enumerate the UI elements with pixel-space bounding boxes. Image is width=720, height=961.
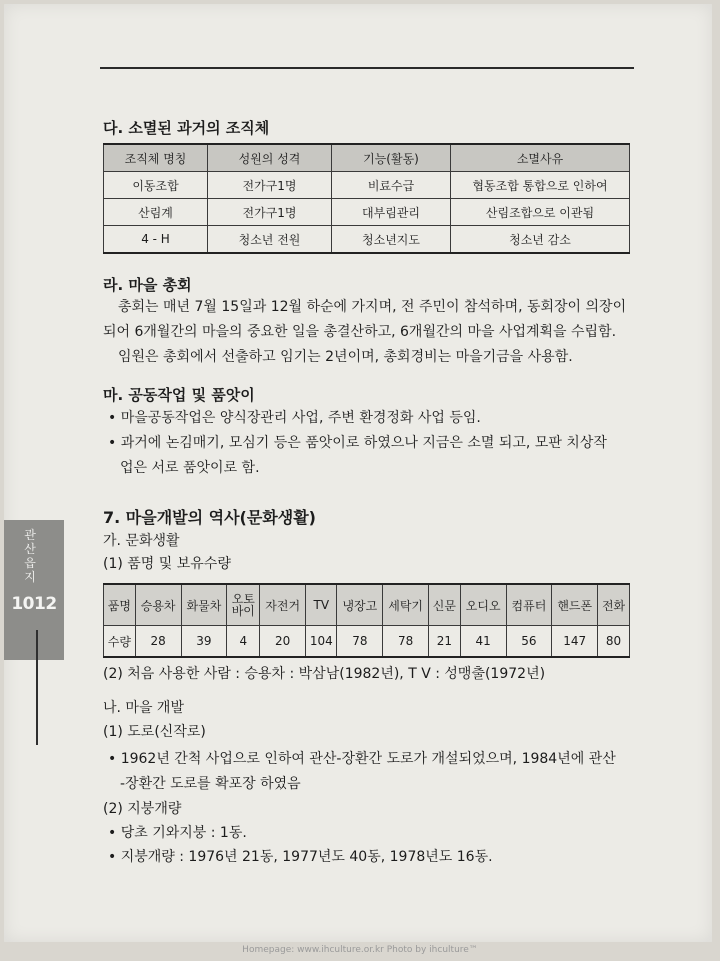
table-cell: 104 (306, 626, 337, 658)
subsection-item: (2) 처음 사용한 사람 : 승용차 : 박삼남(1982년), T V : 성맹출(1972년) (103, 666, 546, 682)
table-cell: 39 (181, 626, 227, 658)
table-header: 자전거 (260, 584, 306, 626)
table-cell: 21 (429, 626, 461, 658)
bullet-item: • 1962년 간척 사업으로 인하여 관산-장환간 도로가 개설되었으며, 1984년에 관산 (108, 751, 616, 767)
table-cell: 산림계 (104, 199, 208, 226)
table-cell: 청소년 전원 (208, 226, 332, 254)
organization-table (103, 143, 630, 254)
table-header: 성원의 성격 (208, 144, 332, 172)
paragraph-line: 되어 6개월간의 마을의 중요한 일을 총결산하고, 6개월간의 마을 사업계획을 수립함. (103, 324, 617, 340)
table-header: 승용차 (135, 584, 181, 626)
paragraph-line: 총회는 매년 7월 15일과 12월 하순에 가지며, 전 주민이 참석하며, 동회장이 의장이 (118, 299, 627, 315)
table-cell: 산림조합으로 이관됨 (451, 199, 630, 226)
table-header-row (104, 144, 630, 172)
table-cell: 청소년지도 (332, 226, 451, 254)
table-header: 품명 (104, 584, 136, 626)
table-cell: 전가구1명 (208, 199, 332, 226)
table-row (104, 626, 630, 658)
table-cell: 수량 (104, 626, 136, 658)
goods-table (103, 583, 630, 658)
side-rule (36, 630, 38, 745)
table-cell: 비료수급 (332, 172, 451, 199)
subsection-title-ga: 가. 문화생활 (103, 533, 180, 549)
section-title-ra: 라. 마을 총회 (103, 276, 192, 294)
table-cell: 이동조합 (104, 172, 208, 199)
table-cell: 147 (552, 626, 598, 658)
table-header: 전화 (598, 584, 630, 626)
table-cell: 20 (260, 626, 306, 658)
table-cell: 41 (460, 626, 506, 658)
bullet-item-continued: -장환간 도로를 확포장 하였음 (120, 776, 301, 792)
table-cell: 56 (506, 626, 552, 658)
table-cell: 전가구1명 (208, 172, 332, 199)
table-cell: 28 (135, 626, 181, 658)
table-header: 냉장고 (337, 584, 383, 626)
subsection-item: (1) 품명 및 보유수량 (103, 556, 231, 572)
bullet-item: • 마을공동작업은 양식장관리 사업, 주변 환경정화 사업 등임. (108, 410, 481, 426)
table-header: 신문 (429, 584, 461, 626)
table-header: 기능(활동) (332, 144, 451, 172)
table-header: 조직체 명칭 (104, 144, 208, 172)
subsection-item: (2) 지붕개량 (103, 801, 182, 817)
paragraph-line: 임원은 총회에서 선출하고 임기는 2년이며, 총회경비는 마을기금을 사용함. (118, 349, 573, 365)
table-header-row (104, 584, 630, 626)
table-cell: 4 - H (104, 226, 208, 254)
table-cell: 협동조합 통합으로 인하여 (451, 172, 630, 199)
footer-watermark: Homepage: www.ihculture.or.kr Photo by ihculture™ (242, 945, 478, 955)
header-rule (100, 67, 634, 69)
section-title-ma: 마. 공동작업 및 품앗이 (103, 386, 255, 404)
table-cell: 대부림관리 (332, 199, 451, 226)
table-header: 오디오 (460, 584, 506, 626)
table-header: 화물차 (181, 584, 227, 626)
table-header: TV (306, 584, 337, 626)
table-header: 세탁기 (383, 584, 429, 626)
table-header: 핸드폰 (552, 584, 598, 626)
bullet-item: • 지붕개량 : 1976년 21동, 1977년도 40동, 1978년도 16동. (108, 849, 493, 865)
table-row (104, 226, 630, 254)
table-row (104, 199, 630, 226)
table-cell: 78 (383, 626, 429, 658)
bullet-item: • 당초 기와지붕 : 1동. (108, 825, 247, 841)
table-header: 소멸사유 (451, 144, 630, 172)
table-header: 오토바이 (227, 584, 260, 626)
table-row (104, 172, 630, 199)
book-title: 관산읍지 (24, 528, 36, 584)
subsection-item: (1) 도로(신작로) (103, 724, 206, 740)
section-title-7: 7. 마을개발의 역사(문화생활) (103, 508, 316, 527)
table-header: 컴퓨터 (506, 584, 552, 626)
table-cell: 4 (227, 626, 260, 658)
bullet-item: • 과거에 논김매기, 모심기 등은 품앗이로 하였으나 지금은 소멸 되고, 모판 치상작 (108, 435, 607, 451)
bullet-item-continued: 업은 서로 품앗이로 함. (120, 460, 260, 476)
table-cell: 80 (598, 626, 630, 658)
section-title-da: 다. 소멸된 과거의 조직체 (103, 119, 270, 137)
subsection-title-na: 나. 마을 개발 (103, 700, 184, 716)
page-number: 1012 (11, 594, 57, 614)
table-cell: 청소년 감소 (451, 226, 630, 254)
table-cell: 78 (337, 626, 383, 658)
